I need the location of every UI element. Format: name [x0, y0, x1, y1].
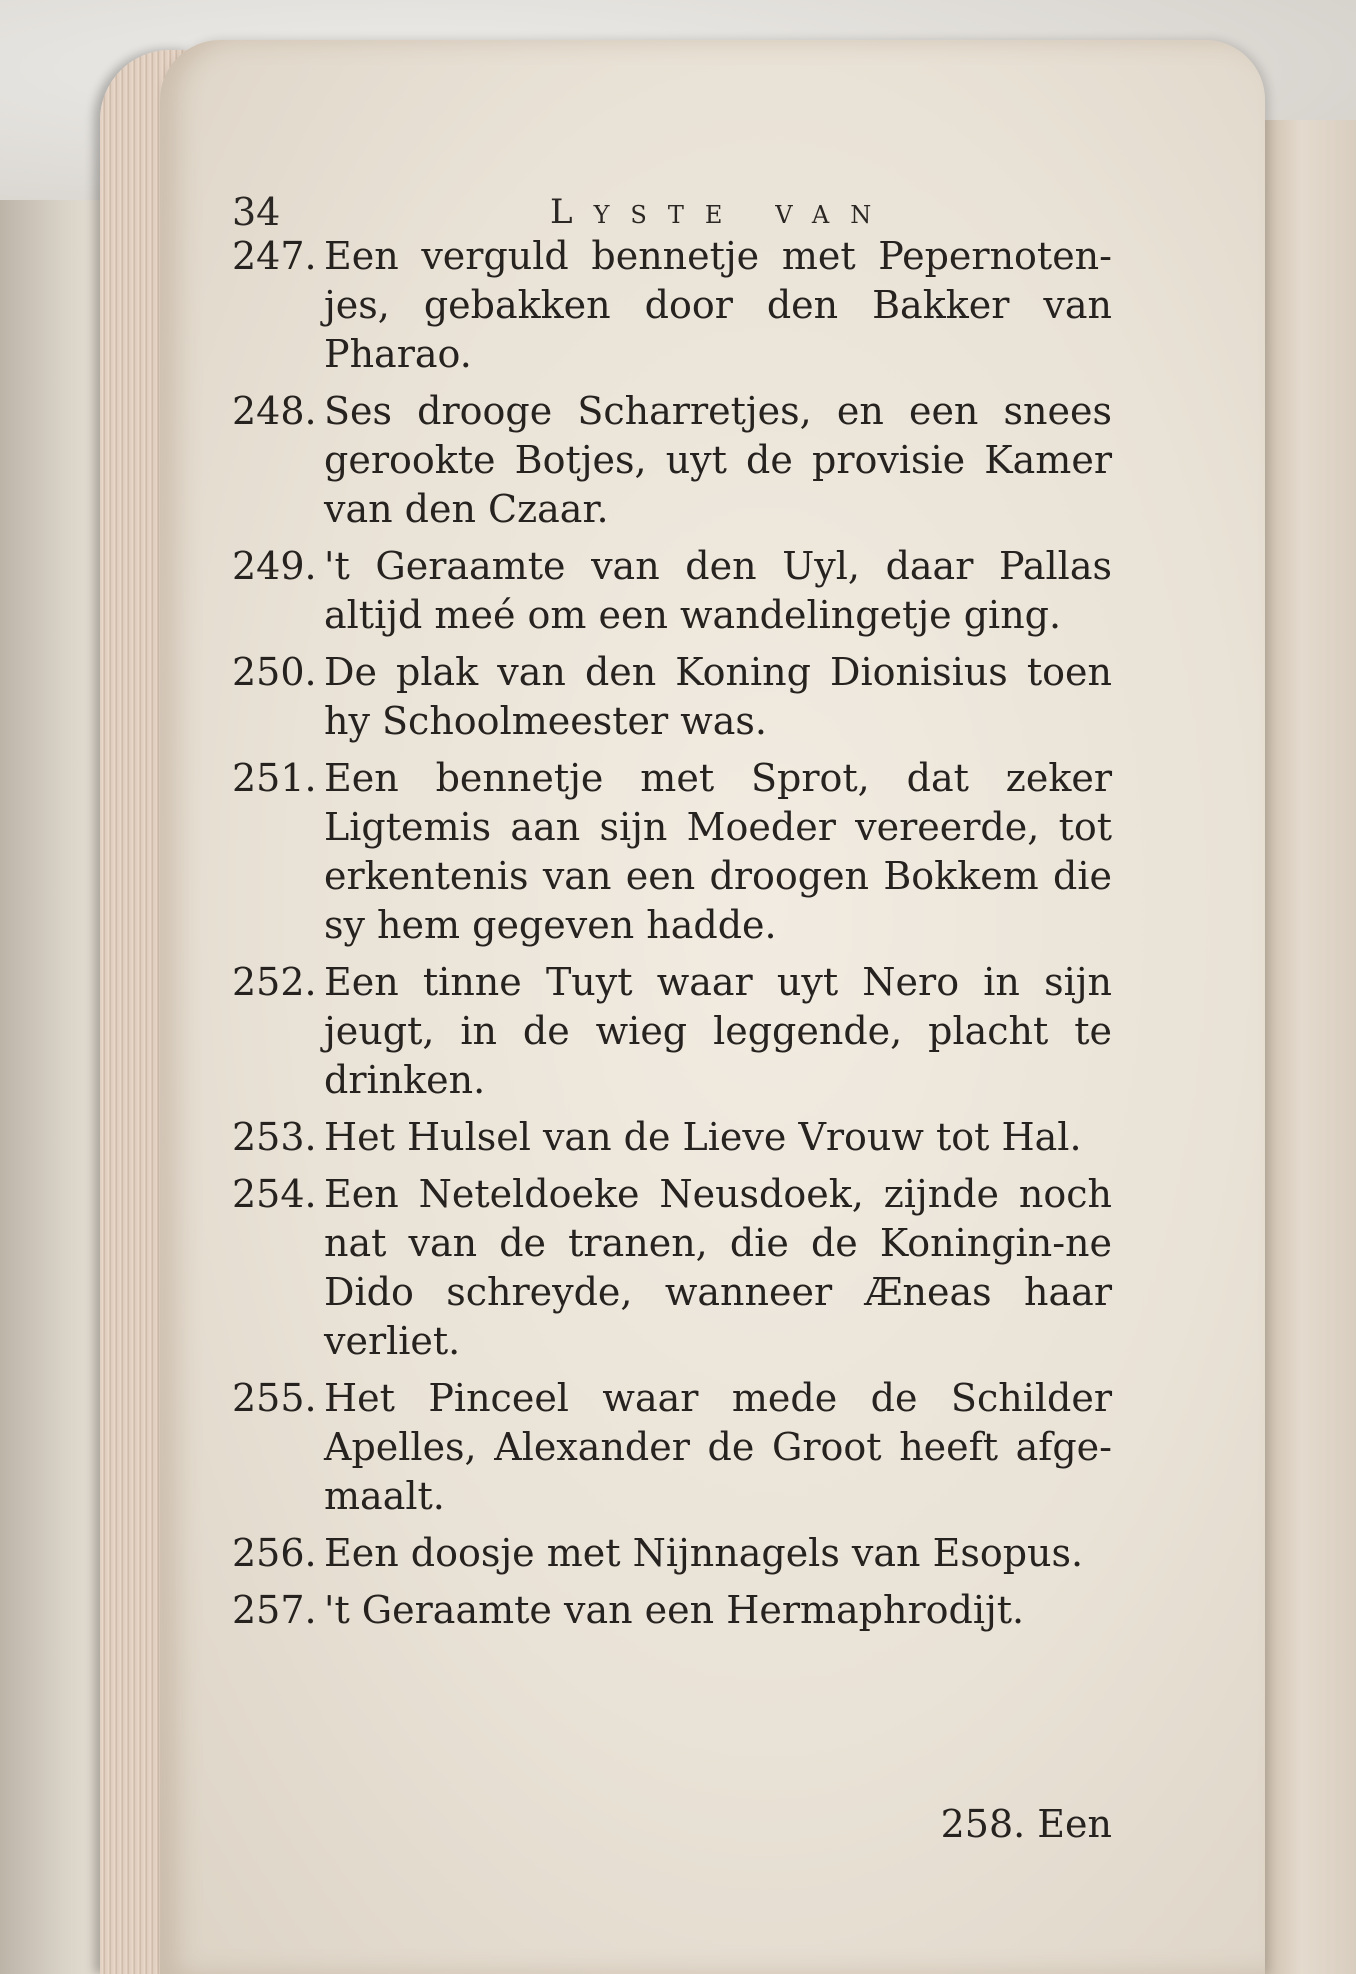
entry-text: Een verguld bennetje met Pepernoten-jes, gebakken door den Bakker van Pharao. — [324, 234, 1112, 376]
entry-number: 248. — [232, 389, 317, 433]
entry-number: 247. — [232, 234, 317, 278]
entry-number: 249. — [232, 544, 317, 588]
running-head: Lyste van — [550, 192, 893, 232]
entry-number: 255. — [232, 1376, 317, 1420]
entry-number: 257. — [232, 1588, 317, 1632]
next-leaf-edge — [1262, 120, 1356, 1974]
list-item — [232, 1113, 1112, 1162]
entry-text: Een tinne Tuyt waar uyt Nero in sijn jeugt, in de wieg leggende, placht te drinken. — [324, 960, 1112, 1102]
list-item — [232, 542, 1112, 640]
list-item — [232, 958, 1112, 1105]
entry-number: 252. — [232, 960, 317, 1004]
list-item — [232, 648, 1112, 746]
list-item — [232, 1374, 1112, 1521]
list-item — [232, 1170, 1112, 1366]
page-number: 34 — [232, 190, 281, 234]
list-item — [232, 387, 1112, 534]
list-item — [232, 1586, 1112, 1635]
entry-text: Een bennetje met Sprot, dat zeker Ligtemis aan sijn Moeder vereerde, tot erkentenis van een droogen Bokkem die sy hem gegeven hadde. — [324, 756, 1112, 947]
entry-text: Ses drooge Scharretjes, en een snees gerookte Botjes, uyt de provisie Kamer van den Czaar. — [324, 389, 1112, 531]
entry-text: 't Geraamte van een Hermaphrodijt. — [324, 1588, 1025, 1632]
entry-text: Het Pinceel waar mede de Schilder Apelles, Alexander de Groot heeft afge-maalt. — [324, 1376, 1112, 1518]
list-item — [232, 754, 1112, 950]
entry-text: Een Neteldoeke Neusdoek, zijnde noch nat van de tranen, die de Koningin-ne Dido schreyde, wanneer Æneas haar verliet. — [324, 1172, 1112, 1363]
entry-text: Een doosje met Nijnnagels van Esopus. — [324, 1531, 1084, 1575]
entry-number: 250. — [232, 650, 317, 694]
entry-number: 251. — [232, 756, 317, 800]
entry-number: 253. — [232, 1115, 317, 1159]
entry-number: 254. — [232, 1172, 317, 1216]
list-item — [232, 232, 1112, 379]
list-item — [232, 1529, 1112, 1578]
catchword: 258. Een — [940, 1802, 1112, 1846]
entry-list — [232, 232, 1112, 1643]
entry-text: Het Hulsel van de Lieve Vrouw tot Hal. — [324, 1115, 1082, 1159]
page-header — [232, 188, 1112, 236]
entry-text: De plak van den Koning Dionisius toen hy Schoolmeester was. — [324, 650, 1112, 743]
entry-number: 256. — [232, 1531, 317, 1575]
entry-text: 't Geraamte van den Uyl, daar Pallas altijd meé om een wandelingetje ging. — [324, 544, 1112, 637]
